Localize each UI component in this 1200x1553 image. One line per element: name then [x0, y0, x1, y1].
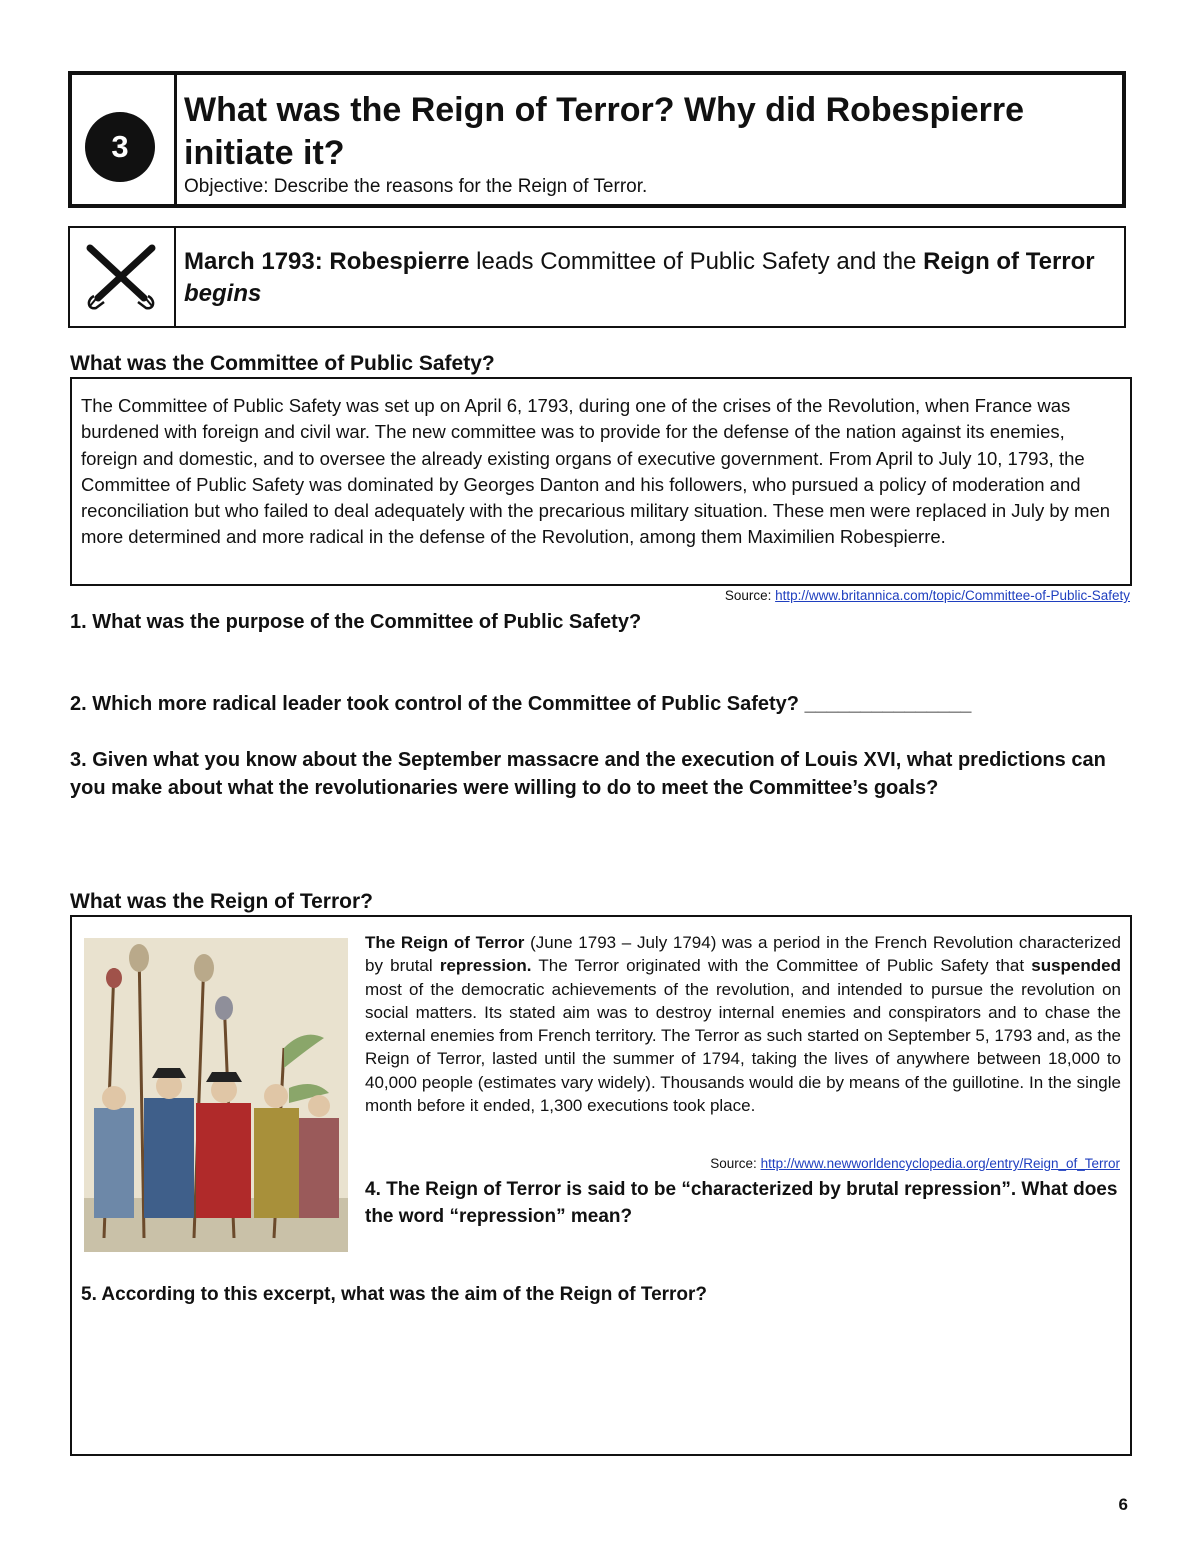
lesson-header — [68, 71, 1126, 208]
event-description: leads Committee of Public Safety and the — [469, 248, 924, 275]
page-number: 6 — [1118, 1495, 1128, 1514]
section-heading-committee: What was the Committee of Public Safety? — [70, 352, 495, 375]
term-suspended: suspended — [1031, 956, 1121, 976]
objective-text: Objective: Describe the reasons for the Reign of Terror. — [184, 176, 648, 197]
reign-reading-text — [365, 931, 1121, 1117]
source-label: Source: — [724, 588, 772, 603]
question-3: 3. Given what you know about the September massacre and the execution of Louis XVI, what predictions can you make about what the revolutionaries were willing to do to meet the Committee’s goals? — [70, 749, 1106, 799]
reign-text-part-1: (June 1793 – July 1794) was a period in the French Revolution characterized by brutal — [365, 933, 1121, 976]
page-title: What was the Reign of Terror? Why did Robespierre initiate it? — [184, 91, 1025, 172]
source-link-newworld[interactable]: http://www.newworldencyclopedia.org/entry/Reign_of_Terror — [760, 1156, 1120, 1171]
event-person: Robespierre — [329, 248, 470, 275]
source-link-britannica[interactable]: http://www.britannica.com/topic/Committee-of-Public-Safety — [775, 588, 1130, 603]
reign-lead: The Reign of Terror — [365, 933, 525, 952]
source-label: Source: — [710, 1156, 757, 1171]
section-heading-reign: What was the Reign of Terror? — [70, 890, 373, 913]
crossed-swords-icon — [82, 240, 160, 316]
question-1: 1. What was the purpose of the Committee of Public Safety? — [70, 611, 642, 633]
event-reign: Reign of Terror — [923, 248, 1095, 275]
source-citation-1 — [725, 588, 1130, 603]
reign-reading-box — [70, 915, 1132, 1456]
term-repression: repression. — [439, 956, 532, 976]
historical-illustration — [84, 938, 348, 1252]
lesson-number-badge: 3 — [85, 112, 155, 182]
question-4: 4. The Reign of Terror is said to be “characterized by brutal repression”. What does the word “repression” mean? — [365, 1179, 1118, 1227]
reign-text-part-3: most of the democratic achievements of the revolution, and intended to pursue the revolution on social matters. Its stated aim was to destroy internal enemies and conspirators and to chase the external enemies from French territory. The Terror as such started on September 5, 1793 and, as the Reign of Terror, lasted until the summer of 1794, taking the lives of anywhere between 18,000 to 40,000 people (estimates vary widely). Thousands would die by means of the guillotine. In the single month before it ended, 1,300 executions took place. — [365, 979, 1121, 1116]
event-icon-cell — [70, 228, 176, 326]
committee-reading-box — [70, 377, 1132, 586]
event-date: March 1793: — [184, 248, 323, 275]
reign-text-part-2: The Terror originated with the Committee of Public Safety that — [531, 956, 1032, 976]
question-2: 2. Which more radical leader took control of the Committee of Public Safety? _______________ — [70, 693, 972, 715]
event-text — [184, 246, 1114, 310]
source-citation-2 — [710, 1156, 1120, 1171]
lesson-number-cell — [72, 75, 177, 204]
question-5: 5. According to this excerpt, what was the aim of the Reign of Terror? — [81, 1284, 708, 1305]
timeline-event-box — [68, 226, 1126, 328]
committee-reading-text: The Committee of Public Safety was set up on April 6, 1793, during one of the crises of the Revolution, when France was burdened with foreign and civil war. The new committee was to provide for the defense of the nation against its enemies, foreign and domestic, and to oversee the already existing organs of executive government. From April to July 10, 1793, the Committee of Public Safety was dominated by Georges Danton and his followers, who pursued a policy of moderation and reconciliation but who failed to deal adequately with the precarious military situation. These men were replaced in July by men more determined and more radical in the defense of the Revolution, among them Maximilien Robespierre. — [81, 395, 1111, 548]
event-begins: begins — [184, 280, 262, 307]
